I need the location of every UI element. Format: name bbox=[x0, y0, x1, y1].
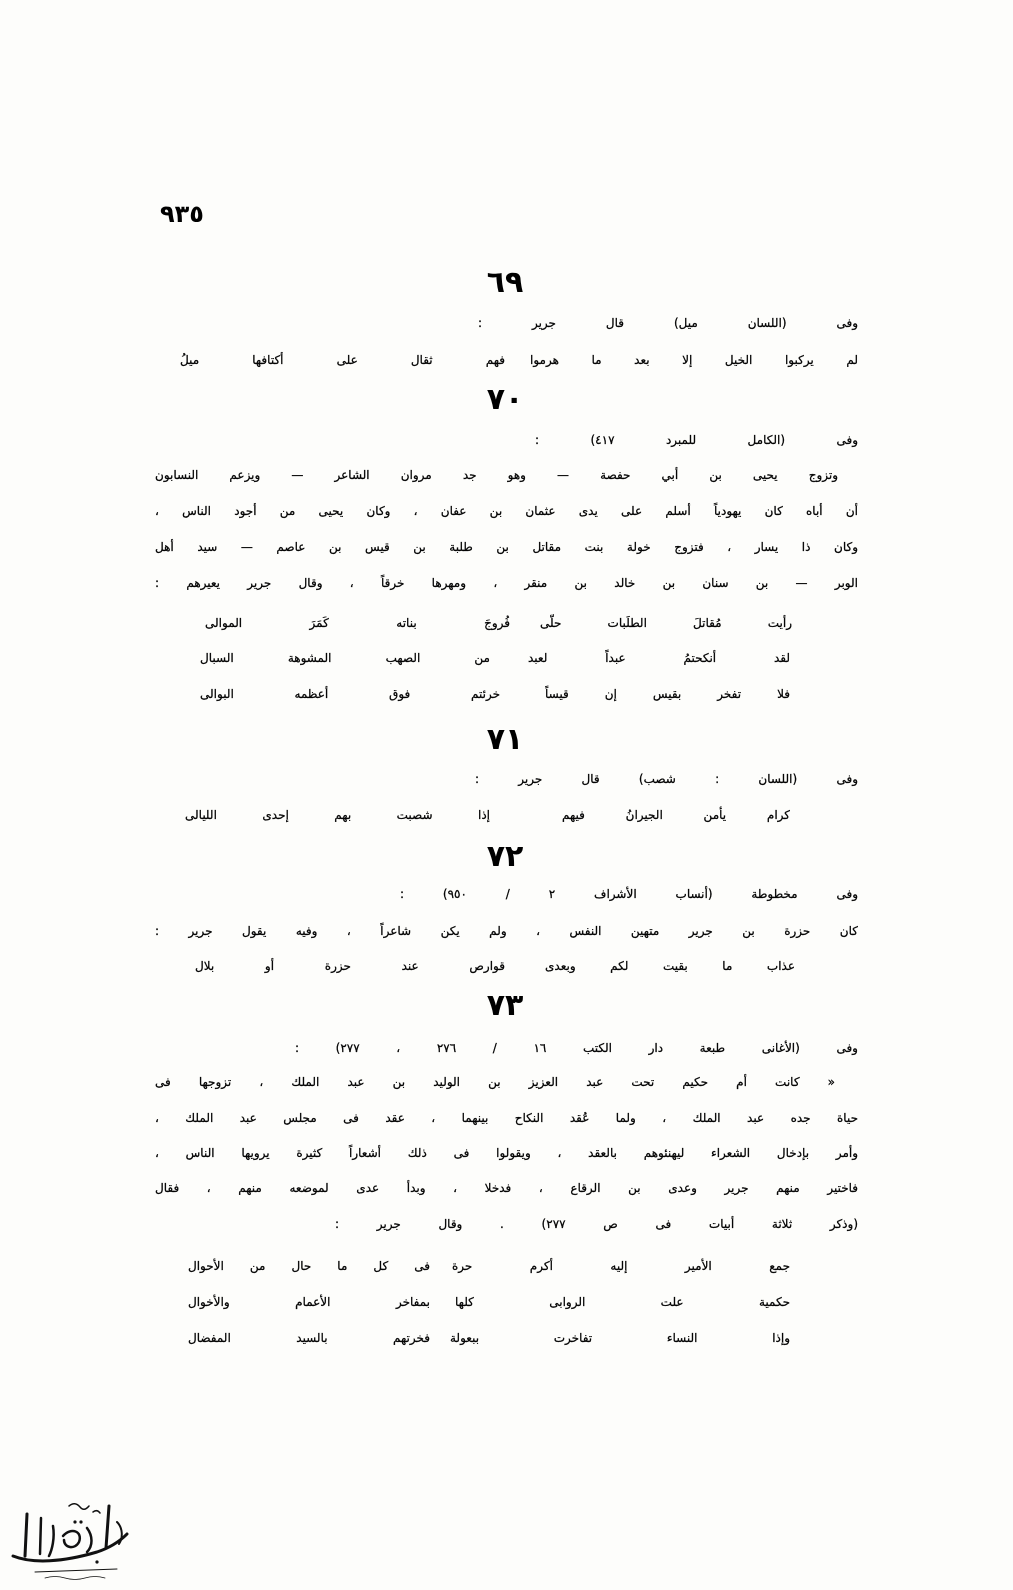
verse-first-hemistich: رأيت مُقاتلَ الطلَبات حلّى bbox=[540, 616, 792, 630]
prose-line: وأمر بإدخال الشعراء ليهنئوهم بالعقد ، ويقولوا فى ذلك أشعاراً كثيرة يرويها الناس ، bbox=[155, 1146, 858, 1160]
verse-second-hemistich: بمفاخر الأعمام والأخوال bbox=[188, 1295, 430, 1309]
verse-second-hemistich: خرئتم فوق أعظمه البوالى bbox=[200, 687, 500, 701]
verse-first-hemistich: جمع الأمير إليه أكرم حرة bbox=[452, 1259, 790, 1273]
verse-first-hemistich: وإذا النساء تفاخرت ببعولة bbox=[450, 1331, 790, 1345]
verse-first-hemistich: لقد أنكحتمُ عبداً لعبد bbox=[528, 651, 790, 665]
section-number: ٧١ bbox=[486, 722, 524, 757]
prose-line: فاختير منهم جرير وعدى بن الرقاع ، فدخلا ، وبدأ عدى لموضعه منهم ، فقال bbox=[155, 1181, 858, 1195]
verse-first-hemistich: حكمية علت الروابى كلها bbox=[455, 1295, 790, 1309]
verse-first-hemistich: عذاب ما بقيت لكم وبعدى bbox=[545, 959, 795, 973]
section-number: ٧٣ bbox=[486, 988, 524, 1023]
source-citation: وفى (الكامل للمبرد ٤١٧) : bbox=[535, 433, 858, 447]
section-number: ٦٩ bbox=[486, 265, 524, 300]
prose-line: الوبر — بن سنان بن خالد بن منقر ، ومهرها خرقاً ، وقال جرير يعيرهم : bbox=[155, 576, 858, 590]
verse-second-hemistich: إذا شصبت بهم إحدى الليالى bbox=[185, 808, 490, 822]
verse-second-hemistich: فى كل ما حال من الأحوال bbox=[188, 1259, 430, 1273]
page-number: ٩٣٥ bbox=[160, 200, 204, 228]
verse-second-hemistich: قوارص عند حزرة أو بلال bbox=[195, 959, 505, 973]
prose-line: وكان ذا يسار ، فتزوج خولة بنت مقاتل بن طلبة بن قيس بن عاصم — سيد أهل bbox=[155, 540, 858, 554]
verse-second-hemistich: فُروجَ بناته كَمَرَ الموالى bbox=[205, 616, 510, 630]
verse-first-hemistich: كرام يأمن الجيرانُ فيهم bbox=[562, 808, 790, 822]
verse-second-hemistich: من الصهب المشوهة السبال bbox=[200, 651, 490, 665]
prose-line: أن أباه كان يهودياً أسلم على يدى عثمان بن عفان ، وكان يحيى من أجود الناس ، bbox=[155, 504, 858, 518]
verse-first-hemistich: فلا تفخر بقيس إن قيساً bbox=[545, 687, 790, 701]
verse-first-hemistich: لم يركبوا الخيل إلا بعد ما هرموا bbox=[530, 353, 858, 367]
source-citation: وفى (اللسان : شصب) قال جرير : bbox=[475, 772, 858, 786]
source-citation: وفى (الأغانى طبعة دار الكتب ١٦ / ٢٧٦ ، ٢٧٧) : bbox=[295, 1041, 858, 1055]
verse-second-hemistich: فخرتهم بالسيد المفضال bbox=[188, 1331, 430, 1345]
prose-line: « كانت أم حكيم تحت عبد العزيز بن الوليد بن عبد الملك ، تزوجها فى bbox=[155, 1075, 835, 1089]
watermark-logo bbox=[5, 1492, 135, 1584]
prose-line: حياة جده عبد الملك ، ولما عُقد النكاح بينهما ، عقد فى مجلس عبد الملك ، bbox=[155, 1111, 858, 1125]
source-citation: وفى (اللسان ميل) قال جرير : bbox=[478, 316, 858, 330]
section-number: ٧٢ bbox=[486, 839, 524, 874]
section-number: ٧٠ bbox=[486, 382, 524, 417]
prose-line: (وذكر ثلاثة أبيات فى ص ٢٧٧) . وقال جرير : bbox=[335, 1217, 858, 1231]
source-citation: وفى مخطوطة (أنساب الأشراف ٢ / ٩٥٠) : bbox=[400, 887, 858, 901]
verse-second-hemistich: فهم ثقال على أكتافها ميلُ bbox=[180, 353, 505, 367]
prose-line: كان حزرة بن جرير متهين النفس ، ولم يكن شاعراً ، وفيه يقول جرير : bbox=[155, 924, 858, 938]
prose-line: وتزوج يحيى بن أبي حفصة — وهو جد مروان الشاعر — ويزعم النسابون bbox=[155, 468, 838, 482]
